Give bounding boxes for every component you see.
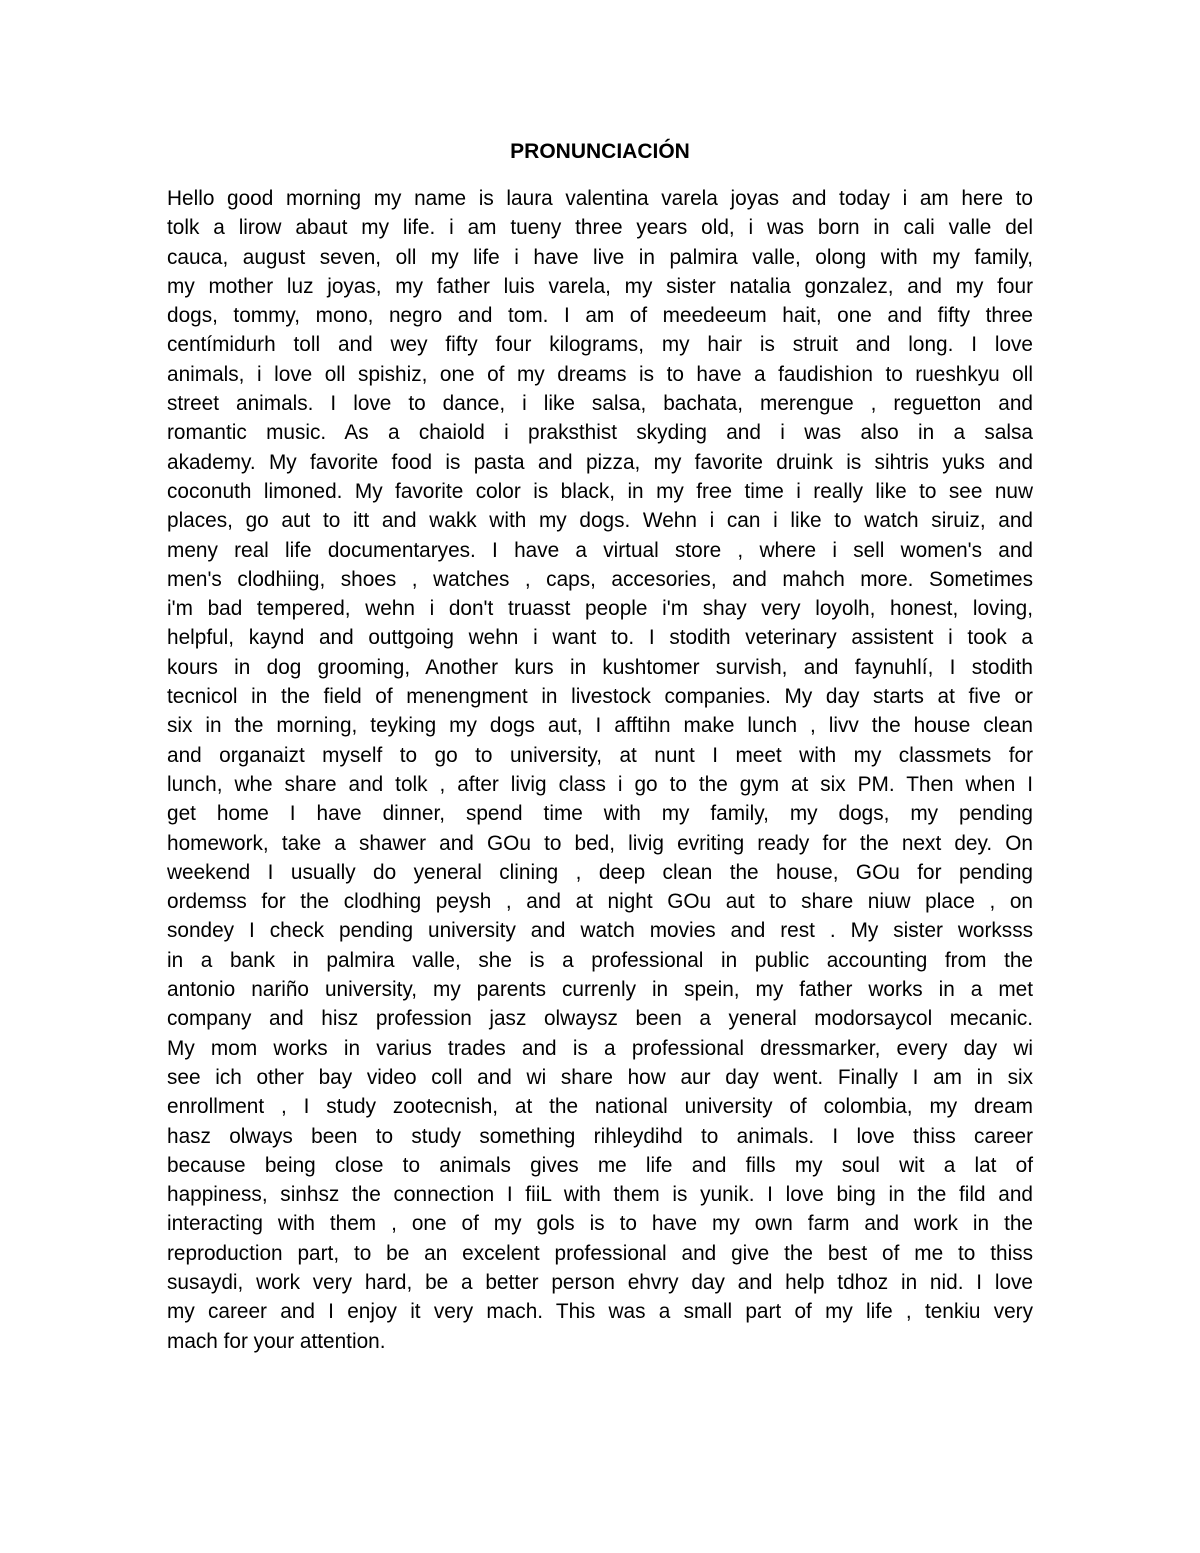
- body-text-line: cauca, august seven, oll my life i have live in palmira valle, olong with my family,: [167, 245, 1033, 269]
- body-text-line: reproduction part, to be an excelent professional and give the best of me to thiss: [167, 1241, 1033, 1265]
- body-text-line: see ich other bay video coll and wi share how aur day went. Finally I am in six: [167, 1065, 1033, 1089]
- body-text-line: susaydi, work very hard, be a better person ehvry day and help tdhoz in nid. I love: [167, 1270, 1033, 1294]
- body-text-line: places, go aut to itt and wakk with my dogs. Wehn i can i like to watch siruiz, and: [167, 509, 1033, 533]
- body-text-line: akademy. My favorite food is pasta and pizza, my favorite druink is sihtris yuks and: [167, 450, 1033, 474]
- body-text-line: street animals. I love to dance, i like salsa, bachata, merengue , reguetton and: [167, 392, 1033, 416]
- body-text-line: centímidurh toll and wey fifty four kilograms, my hair is struit and long. I love: [167, 333, 1033, 357]
- body-text-line: company and hisz profession jasz olwaysz been a yeneral modorsaycol mecanic.: [167, 1007, 1033, 1031]
- body-text-line: helpful, kaynd and outtgoing wehn i want to. I stodith veterinary assistent i took a: [167, 626, 1033, 650]
- body-text-line: men's clodhiing, shoes , watches , caps, accesories, and mahch more. Sometimes: [167, 567, 1033, 591]
- body-text-line: meny real life documentaryes. I have a virtual store , where i sell women's and: [167, 538, 1033, 562]
- body-text-line: animals, i love oll spishiz, one of my dreams is to have a faudishion to rueshkyu oll: [167, 362, 1033, 386]
- body-text-line: i'm bad tempered, wehn i don't truasst people i'm shay very loyolh, honest, loving,: [167, 597, 1033, 621]
- body-text-line: kours in dog grooming, Another kurs in kushtomer survish, and faynuhlí, I stodith: [167, 655, 1033, 679]
- body-text-line: and organaizt myself to go to university, at nunt I meet with my classmets for: [167, 743, 1033, 767]
- body-text-line: My mom works in varius trades and is a professional dressmarker, every day wi: [167, 1036, 1033, 1060]
- body-text-line: sondey I check pending university and watch movies and rest . My sister worksss: [167, 919, 1033, 943]
- body-text-line: interacting with them , one of my gols is to have my own farm and work in the: [167, 1212, 1033, 1236]
- document-title: PRONUNCIACIÓN: [510, 140, 690, 163]
- body-text-line: antonio nariño university, my parents currenly in spein, my father works in a met: [167, 978, 1033, 1002]
- body-text-line: lunch, whe share and tolk , after livig class i go to the gym at six PM. Then when I: [167, 772, 1033, 796]
- body-text-line: tecnicol in the field of menengment in livestock companies. My day starts at five or: [167, 685, 1033, 709]
- body-text-line: my career and I enjoy it very mach. This was a small part of my life , tenkiu very: [167, 1300, 1033, 1324]
- body-text-line: Hello good morning my name is laura valentina varela joyas and today i am here to: [167, 187, 1033, 210]
- body-text-line: romantic music. As a chaiold i praksthist skyding and i was also in a salsa: [167, 421, 1033, 445]
- body-text-line: weekend I usually do yeneral clining , deep clean the house, GOu for pending: [167, 860, 1033, 884]
- body-text-line: enrollment , I study zootecnish, at the national university of colombia, my dream: [167, 1095, 1033, 1119]
- document-body: [167, 184, 1033, 1356]
- body-text-line: ordemss for the clodhing peysh , and at night GOu aut to share niuw place , on: [167, 890, 1033, 914]
- body-text-line: homework, take a shawer and GOu to bed, livig evriting ready for the next dey. On: [167, 831, 1033, 855]
- body-text-line: happiness, sinhsz the connection I fiiL with them is yunik. I love bing in the fild and: [167, 1183, 1033, 1207]
- body-text-line: get home I have dinner, spend time with my family, my dogs, my pending: [167, 802, 1033, 826]
- body-text-line: my mother luz joyas, my father luis varela, my sister natalia gonzalez, and my four: [167, 274, 1033, 298]
- body-text-line: mach for your attention.: [167, 1329, 386, 1353]
- body-text-line: coconuth limoned. My favorite color is black, in my free time i really like to see nuw: [167, 479, 1033, 503]
- body-text-line: tolk a lirow abaut my life. i am tueny three years old, i was born in cali valle del: [167, 216, 1033, 240]
- body-text-line: six in the morning, teyking my dogs aut, I afftihn make lunch , livv the house clean: [167, 714, 1033, 738]
- body-text-line: in a bank in palmira valle, she is a professional in public accounting from the: [167, 948, 1033, 972]
- body-text-line: dogs, tommy, mono, negro and tom. I am of meedeeum hait, one and fifty three: [167, 304, 1033, 328]
- body-text-line: hasz olways been to study something rihleydihd to animals. I love thiss career: [167, 1124, 1033, 1148]
- body-text-line: because being close to animals gives me life and fills my soul wit a lat of: [167, 1153, 1033, 1177]
